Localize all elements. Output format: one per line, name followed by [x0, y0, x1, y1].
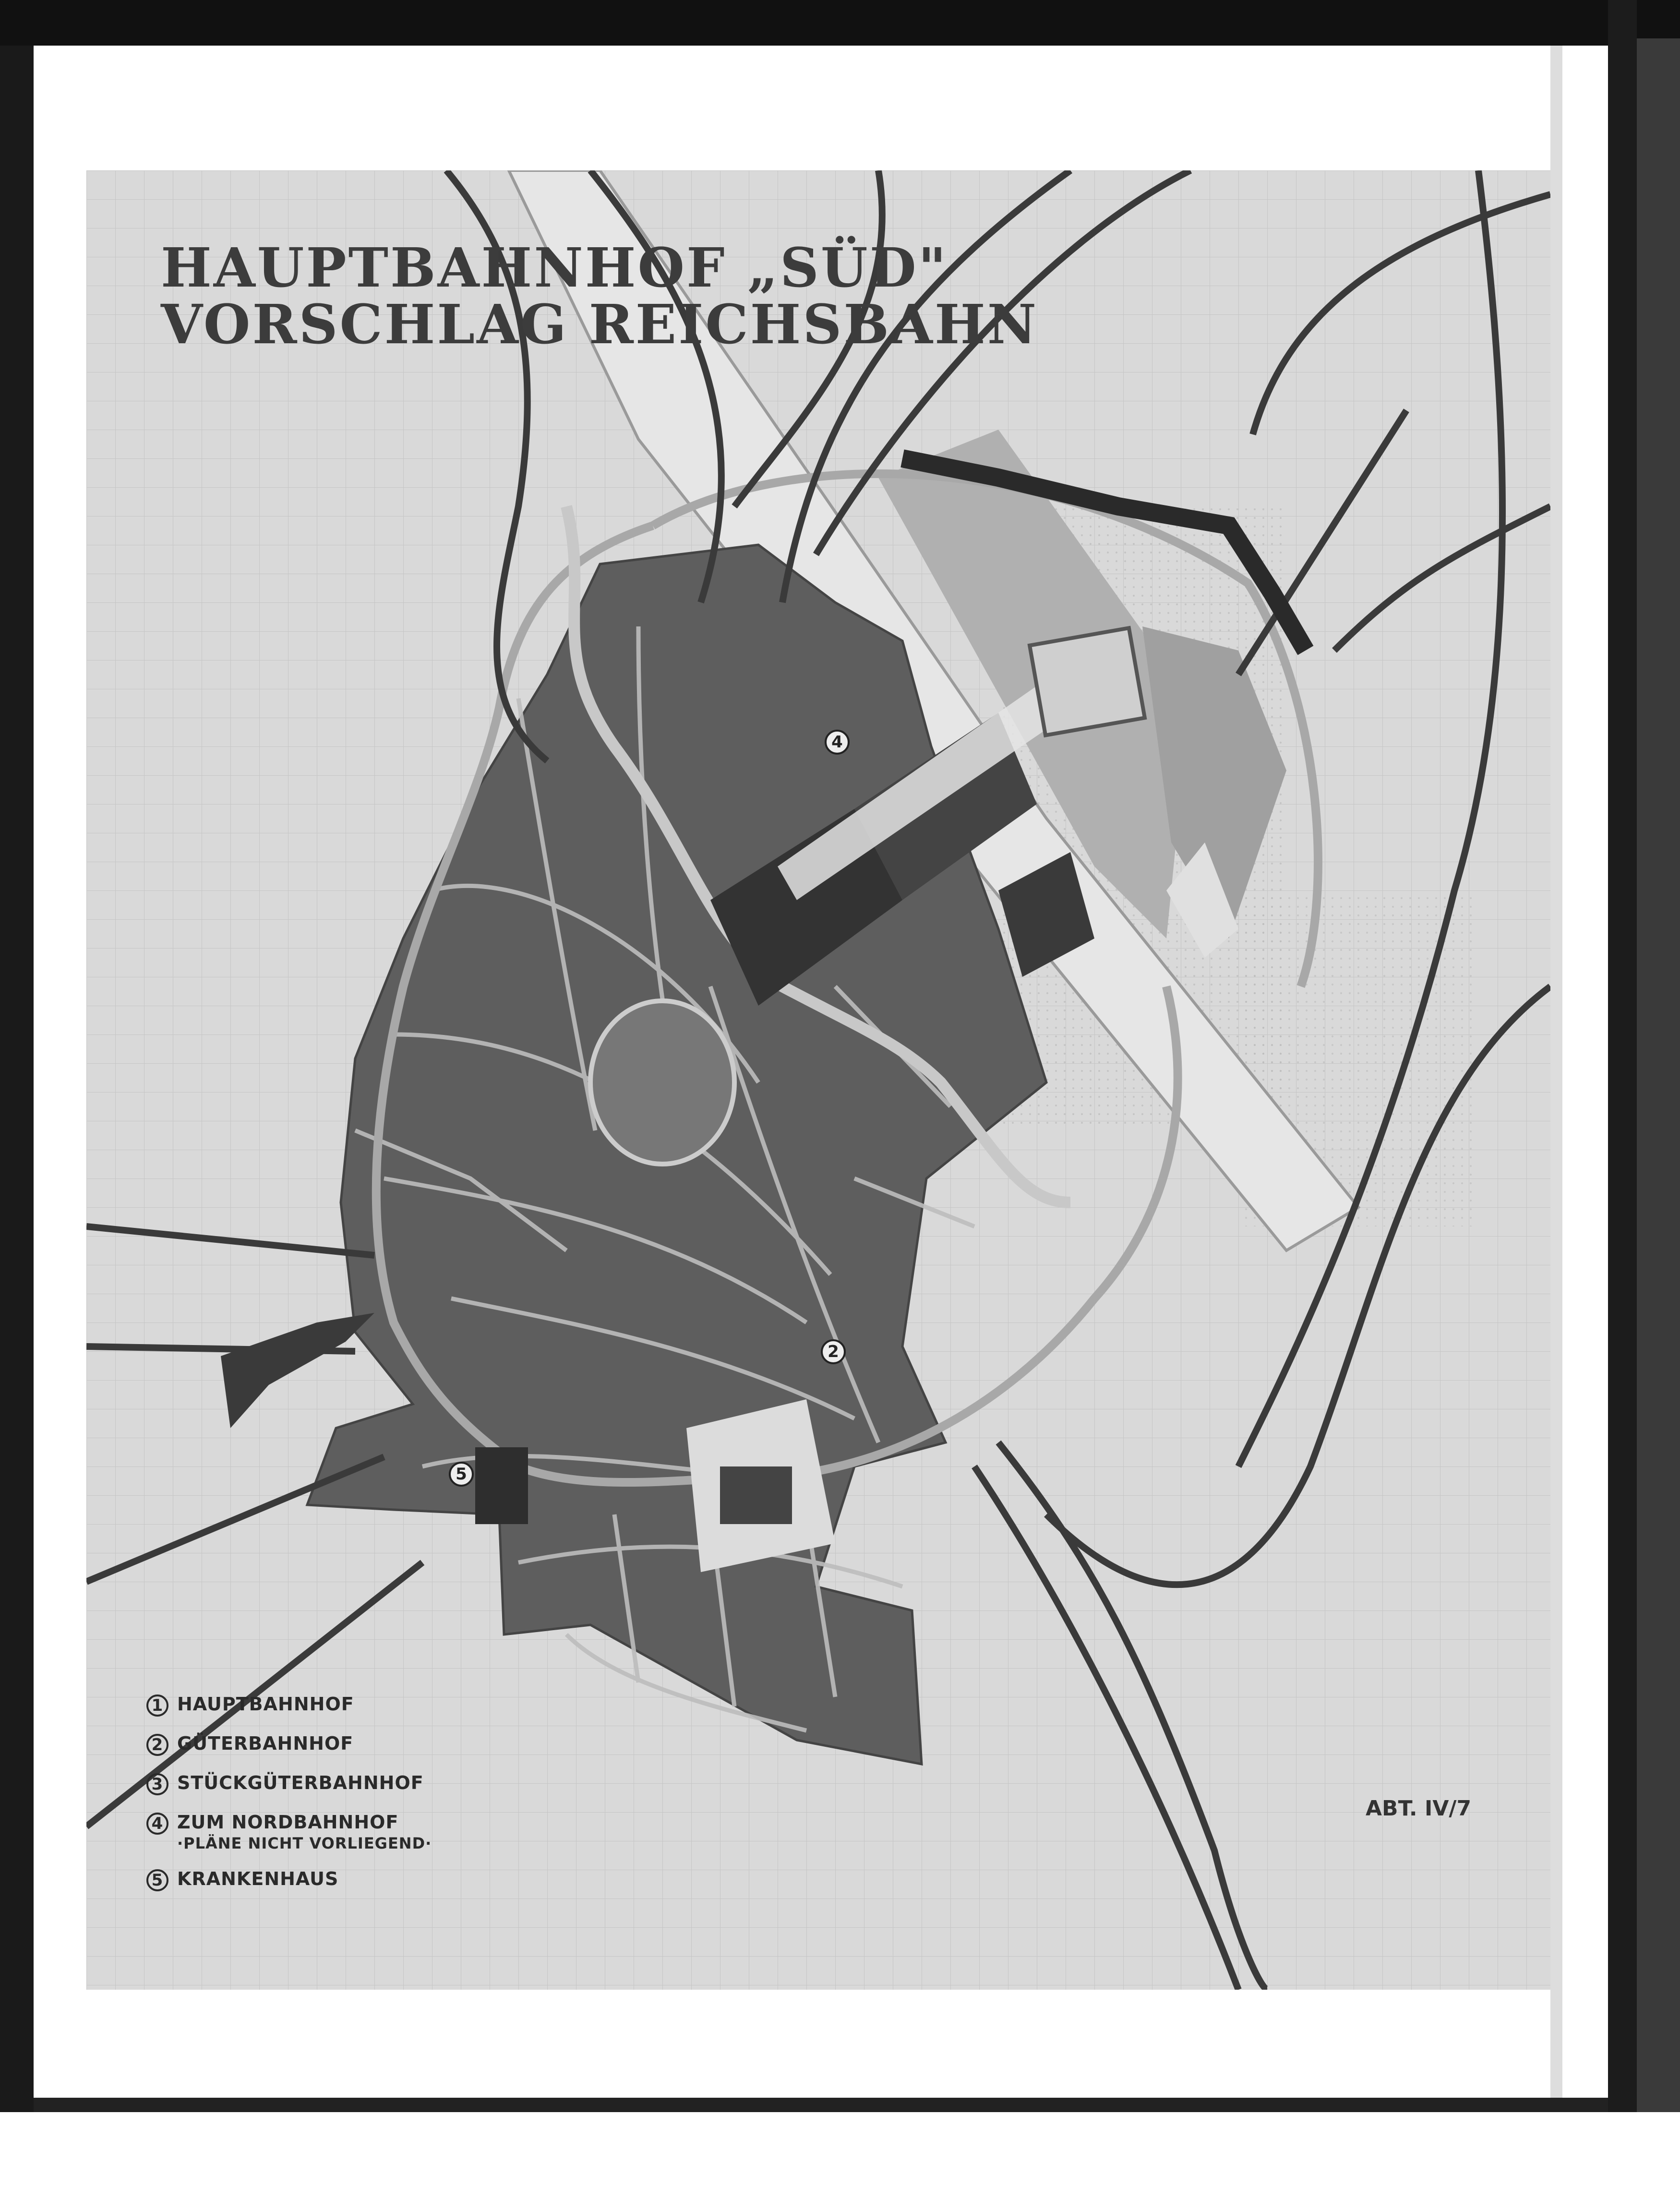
- hospital-block: [475, 1447, 528, 1524]
- film-border-right-outer: [1637, 38, 1680, 2187]
- title-line-2: VORSCHLAG REICHSBAHN: [161, 293, 1039, 356]
- title-line-1: HAUPTBAHNHOF „SÜD": [161, 237, 948, 300]
- map-legend: [146, 1694, 432, 1909]
- paper-margin-top: [34, 46, 1555, 60]
- legend-item-stueckgueterbahnhof: [146, 1773, 432, 1813]
- legend-number-2: 2: [146, 1734, 168, 1756]
- legend-number-3: 3: [146, 1773, 168, 1795]
- paper-edge-right: [1550, 46, 1562, 2100]
- map-title: [161, 237, 1039, 356]
- film-border-top: [0, 0, 1680, 46]
- map-marker-2: 2: [821, 1339, 846, 1364]
- map-marker-5: 5: [449, 1462, 474, 1487]
- south-station-building: [720, 1466, 792, 1524]
- legend-item-nordbahnhof: [146, 1813, 432, 1869]
- legend-number-4: 4: [146, 1813, 168, 1835]
- legend-number-1: 1: [146, 1694, 168, 1717]
- legend-label-2: GÜTERBAHNHOF: [177, 1733, 354, 1754]
- legend-item-gueterbahnhof: [146, 1734, 432, 1773]
- legend-label-1: HAUPTBAHNHOF: [177, 1694, 354, 1715]
- film-border-bottom: [34, 2098, 1608, 2112]
- legend-item-krankenhaus: [146, 1869, 432, 1909]
- legend-number-5: 5: [146, 1869, 168, 1891]
- legend-label-4: ZUM NORDBAHNHOF: [177, 1812, 399, 1833]
- film-border-left: [0, 0, 34, 2187]
- map-marker-4: 4: [825, 730, 850, 755]
- film-border-right: [1608, 0, 1637, 2187]
- legend-label-3: STÜCKGÜTERBAHNHOF: [177, 1772, 424, 1793]
- paper-margin-bottom: [0, 2112, 1680, 2187]
- legend-item-hauptbahnhof: [146, 1694, 432, 1734]
- square-plaza: [1030, 628, 1145, 735]
- old-town-core: [590, 1001, 734, 1164]
- sheet-label: ABT. IV/7: [1366, 1796, 1472, 1821]
- legend-label-5: KRANKENHAUS: [177, 1868, 339, 1889]
- legend-sublabel-4: ·PLÄNE NICHT VORLIEGEND·: [177, 1834, 432, 1852]
- legend-label-4-block: [177, 1813, 432, 1853]
